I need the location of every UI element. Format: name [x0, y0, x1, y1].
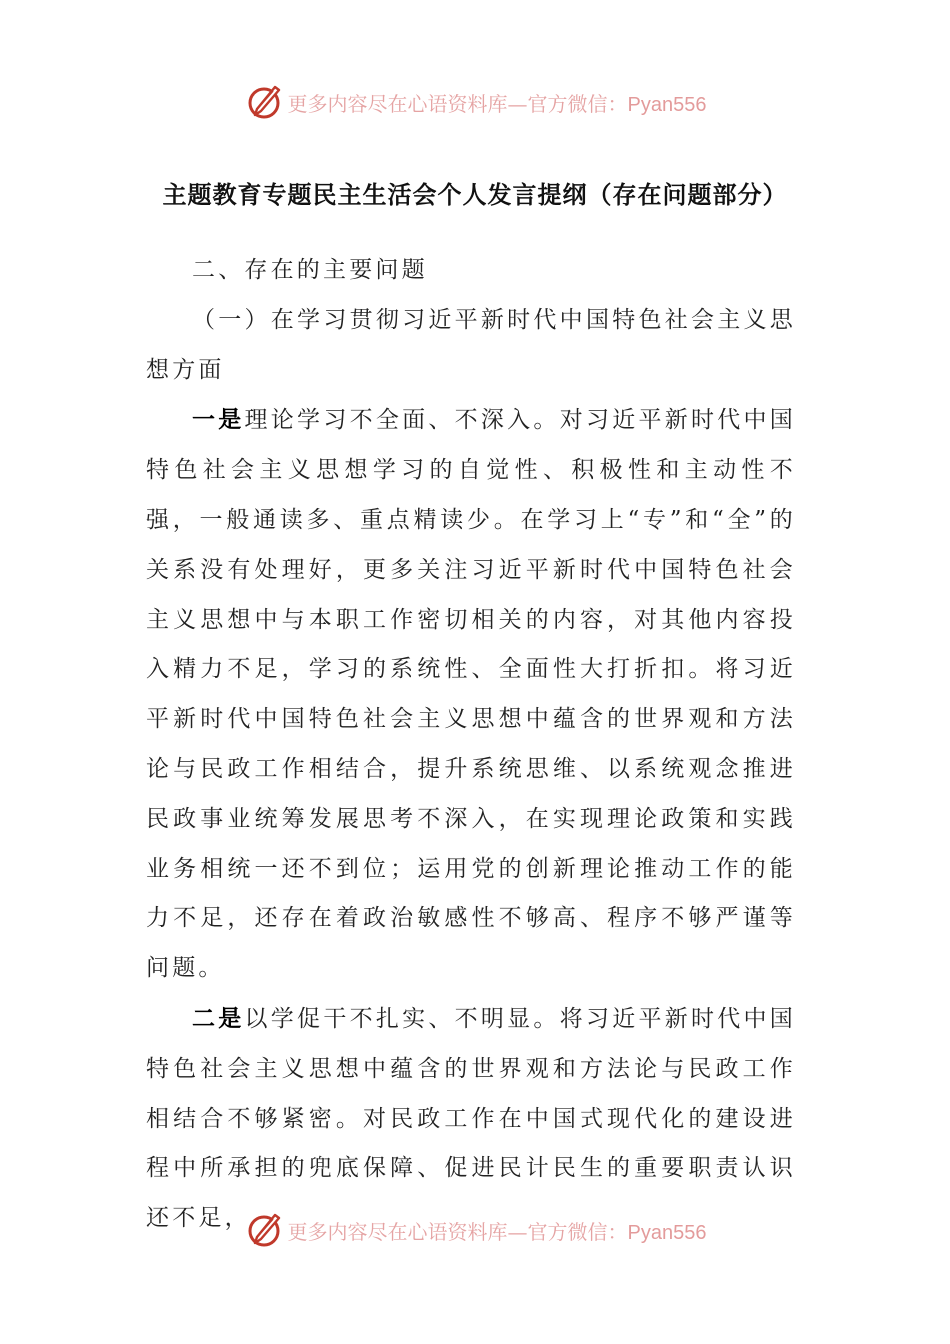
point-lead-1: 一是 [192, 406, 245, 434]
document-title: 主题教育专题民主生活会个人发言提纲（存在问题部分） [162, 180, 788, 209]
point-paragraph-2 [146, 994, 796, 1244]
point-lead-2: 二是 [192, 1004, 245, 1032]
watermark-prefix: 更多内容尽在心语资料库—官方微信： [287, 91, 628, 116]
quill-logo-icon [244, 82, 284, 122]
subsection-heading: （一）在学习贯彻习近平新时代中国特色社会主义思想方面 [146, 306, 796, 383]
watermark-banner-top [0, 80, 950, 124]
watermark-text [288, 1216, 707, 1245]
watermark-wechat-id: Pyan556 [627, 93, 707, 116]
point-paragraph-1 [146, 395, 796, 994]
document-body [146, 246, 796, 1244]
watermark-wechat-id: Pyan556 [627, 1221, 707, 1244]
section-heading: 二、存在的主要问题 [192, 257, 428, 283]
point-text-1: 理论学习不全面、不深入。对习近平新时代中国特色社会主义思想学习的自觉性、积极性和主动性不强，一般通读多、重点精读少。在学习上“专”和“全”的关系没有处理好，更多关注习近平新时代中国特色社会主义思想中与本职工作密切相关的内容，对其他内容投入精力不足，学习的系统性、全面性大打折扣。将习近平新时代中国特色社会主义思想中蕴含的世界观和方法论与民政工作相结合，提升系统思维、以系统观念推进民政事业统筹发展思考不深入，在实现理论政策和实践业务相统一还不到位；运用党的创新理论推动工作的能力不足，还存在着政治敏感性不够高、程序不够严谨等问题。 [146, 407, 796, 982]
watermark-banner-bottom [0, 1208, 950, 1252]
watermark-prefix: 更多内容尽在心语资料库—官方微信： [287, 1219, 628, 1244]
point-text-2: 以学促干不扎实、不明显。将习近平新时代中国特色社会主义思想中蕴含的世界观和方法论与民政工作相结合不够紧密。对民政工作在中国式现代化的建设进程中所承担的兜底保障、促进民计民生的重要职责认识还不足， [146, 1005, 796, 1232]
quill-logo-icon [244, 1210, 284, 1250]
watermark-text [288, 88, 707, 117]
